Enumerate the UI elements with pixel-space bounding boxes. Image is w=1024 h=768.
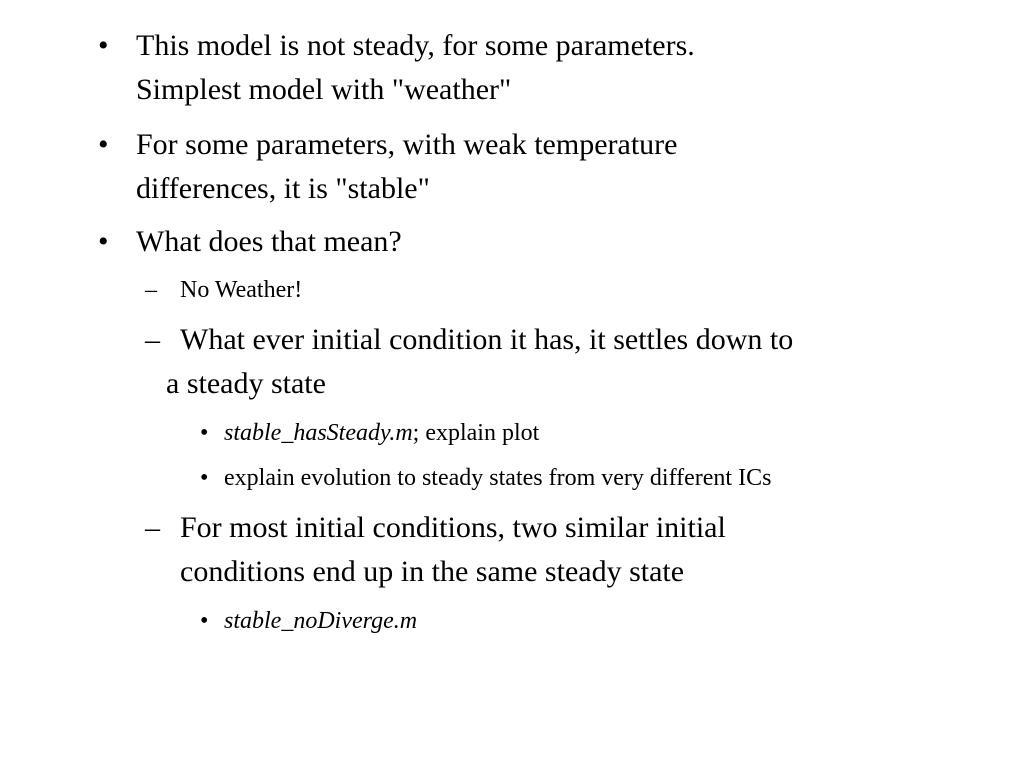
sub-item-1-line-1: No Weather! [180, 277, 303, 303]
bullet-marker: • [98, 225, 109, 258]
sub-item-2-line-1: What ever initial condition it has, it settles down to [180, 323, 794, 356]
dash-marker: – [145, 511, 160, 544]
bullet-1-line-1: This model is not steady, for some parameters. [136, 29, 695, 62]
bullet-marker: • [200, 465, 209, 491]
bullet-marker: • [98, 128, 109, 161]
bullet-marker: • [200, 420, 209, 446]
script-filename: stable_hasSteady.m [224, 420, 413, 446]
dash-marker: – [145, 323, 160, 356]
bullet-3-line-1: What does that mean? [136, 225, 402, 258]
subsub-item-2-text: explain evolution to steady states from very different ICs [224, 465, 772, 491]
subsub-item-1-text: ; explain plot [412, 420, 540, 446]
bullet-1-line-2: Simplest model with "weather" [136, 73, 512, 106]
bullet-marker: • [200, 608, 209, 634]
bullet-2-line-1: For some parameters, with weak temperature [136, 128, 678, 161]
sub-item-3-line-1: For most initial conditions, two similar initial [180, 511, 726, 544]
sub-item-3-line-2: conditions end up in the same steady state [180, 555, 685, 588]
bullet-marker: • [98, 29, 109, 62]
sub-item-2-line-2: a steady state [166, 367, 326, 400]
script-filename: stable_noDiverge.m [224, 608, 418, 634]
dash-marker: – [145, 277, 157, 303]
bullet-2-line-2: differences, it is "stable" [136, 172, 430, 205]
